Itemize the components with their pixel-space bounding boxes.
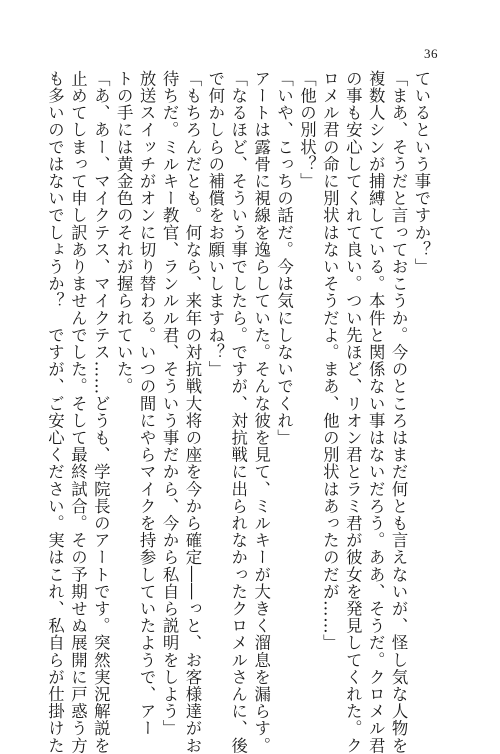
text-area	[45, 70, 432, 754]
text-line: 「他の別状？」	[297, 70, 317, 190]
text-line: の事も安心してくれて良い。つい先ほど、リオン君とラミ君が彼女を発見してくれた。ク	[343, 70, 363, 754]
text-line: ているという事ですか？」	[412, 70, 431, 276]
text-line: 「いや、こっちの話だ。今は気にしないでくれ」	[274, 70, 294, 447]
vertical-text-body	[43, 70, 432, 754]
text-line: アートは露骨に視線を逸らしていた。そんな彼を見て、ミルキーが大きく溜息を漏らす。	[251, 70, 271, 754]
text-line: ロメル君の命に別状はないそうだよ。まあ、他の別状はあったのだが……」	[320, 70, 340, 652]
page-number: 36	[424, 46, 438, 61]
text-line: 待ちだ。ミルキー教官、ランルル君、そういう事だから、今から私自ら説明をしよう」	[160, 70, 180, 737]
text-line: トの手には黄金色のそれが握られていた。	[114, 70, 134, 395]
text-line: 放送スイッチがオンに切り替わる。いつの間にやらマイクを持参していたようで、アー	[137, 70, 157, 737]
text-line: 止めてしまって申し訳ありませんでした。そして最終試合。その予期せぬ展開に戸惑う方	[68, 70, 88, 754]
text-line: も多いのではないでしょうか？ ですが、ご安心ください。実はこれ、私自らが仕掛けた	[45, 70, 65, 754]
text-line: 複数人シンが捕縛している。本件と関係ない事はないだろう。ああ、そうだ。クロメル君	[366, 70, 386, 754]
text-line: 「なるほど、そういう事でしたら。ですが、対抗戦に出られなかったクロメルさんに、後	[228, 70, 248, 754]
text-line: 「あ、あー、マイクテス、マイクテス……どうも、学院長のアートです。突然実況解説を	[91, 70, 111, 754]
text-line: 「もちろんだとも。何なら、来年の対抗戦大将の座を今から確定――っと、お客様達がお	[182, 70, 202, 754]
text-line: で何かしらの補償をお願いしますね？」	[205, 70, 225, 378]
text-line: 「まあ、そうだと言っておこうか。今のところはまだ何とも言えないが、怪し気な人物を	[389, 70, 409, 754]
